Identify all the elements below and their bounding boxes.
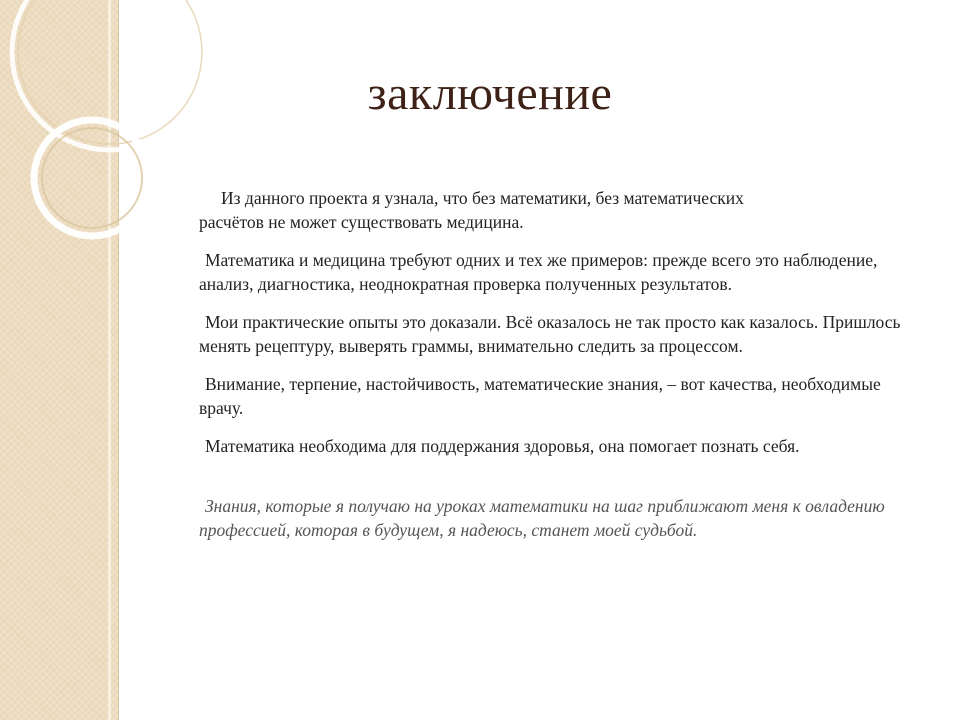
paragraph-4: Внимание, терпение, настойчивость, математические знания, – вот качества, необходимые врачу. (199, 374, 881, 418)
decorative-ring-top (12, 0, 208, 150)
decorative-ring-middle-inner (42, 128, 142, 228)
paragraph-1-continuation: расчётов не может существовать медицина. (199, 212, 524, 232)
slide-title: заключение (367, 67, 613, 120)
paragraph-1 (199, 186, 929, 210)
decorative-rings (0, 0, 140, 720)
paragraph-2: Математика и медицина требуют одних и тех же примеров: прежде всего это наблюдение, анализ, диагностика, неоднократная проверка полученных результатов. (199, 250, 878, 294)
paragraph-3: Мои практические опыты это доказали. Всё оказалось не так просто как казалось. Пришлось менять рецептуру, выверять граммы, внимательно следить за процессом. (199, 312, 901, 356)
slide-body (199, 186, 929, 560)
paragraph-5: Математика необходима для поддержания здоровья, она помогает познать себя. (205, 436, 800, 456)
decorative-ring-middle (34, 120, 150, 236)
paragraph-1-line-1: Из данного проекта я узнала, что без математики, без математических (221, 188, 744, 208)
closing-statement: Знания, которые я получаю на уроках математики на шаг приближают меня к овладению профессией, которая в будущем, я надеюсь, станет моей судьбой. (199, 496, 885, 540)
